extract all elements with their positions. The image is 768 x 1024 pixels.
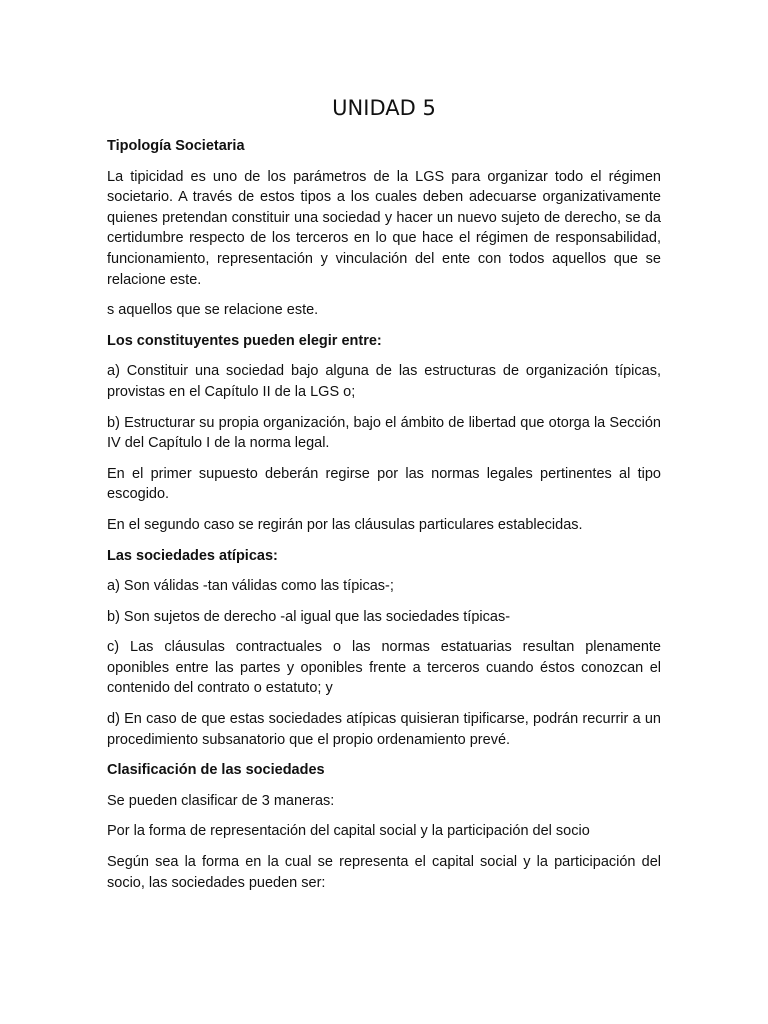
list-item-option-b: b) Estructurar su propia organización, bajo el ámbito de libertad que otorga la Sección IV del Capítulo I de la norma legal. [107,414,661,452]
paragraph-segun-sea: Según sea la forma en la cual se representa el capital social y la participación del socio, las sociedades pueden ser: [107,854,661,891]
document-body [107,136,661,903]
section-heading-constituyentes: Los constituyentes pueden elegir entre: [107,332,382,349]
paragraph-tres-maneras: Se pueden clasificar de 3 maneras: [107,792,335,809]
list-item-atipicas-d: d) En caso de que estas sociedades atípicas quisieran tipificarse, podrán recurrir a un procedimiento subsanatorio que el propio ordenamiento prevé. [107,711,661,748]
list-item-option-a: a) Constituir una sociedad bajo alguna de las estructuras de organización típicas, provistas en el Capítulo II de la LGS o; [107,363,661,400]
section-heading-tipologia: Tipología Societaria [107,138,245,154]
section-heading-clasificacion: Clasificación de las sociedades [107,762,325,779]
list-item-atipicas-b: b) Son sujetos de derecho -al igual que las sociedades típicas- [107,608,511,625]
paragraph-segundo-caso: En el segundo caso se regirán por las cláusulas particulares establecidas. [107,516,583,533]
document-title: UNIDAD 5 [332,96,436,120]
list-item-atipicas-a: a) Son válidas -tan válidas como las típicas-; [107,578,394,595]
paragraph-primer-supuesto: En el primer supuesto deberán regirse por las normas legales pertinentes al tipo escogido. [107,465,661,503]
paragraph-tipicidad: La tipicidad es uno de los parámetros de la LGS para organizar todo el régimen societario. A través de estos tipos a los cuales deben adecuarse organizativamente quienes pretendan constituir una sociedad y hacer un nuevo sujeto de derecho, se da certidumbre respecto de los terceros en lo que hace el régimen de responsabilidad, funcionamiento, representación y vinculación del ente con todos aquellos que se relacione este. [107,168,661,288]
paragraph-forma-representacion: Por la forma de representación del capital social y la participación del socio [107,823,590,840]
section-heading-atipicas: Las sociedades atípicas: [107,547,278,564]
paragraph-fragment: s aquellos que se relacione este. [107,302,319,319]
list-item-atipicas-c: c) Las cláusulas contractuales o las normas estatuarias resultan plenamente oponibles entre las partes y oponibles frente a terceros cuando éstos conozcan el contenido del contrato o estatuto; y [107,639,661,697]
